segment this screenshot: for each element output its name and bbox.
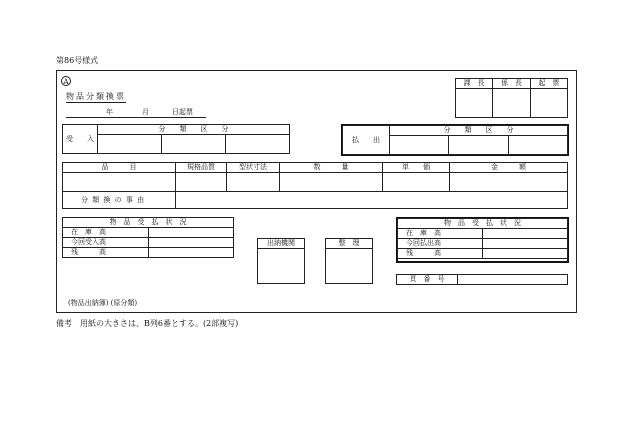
page-number-table xyxy=(396,274,568,285)
approval-col-head: 課 長 xyxy=(456,79,493,89)
items-head-qty: 数 量 xyxy=(280,163,383,173)
receive-label: 受 入 xyxy=(63,125,98,154)
reason-label: 分 類 換 の 事 由 xyxy=(63,192,176,209)
form-title: 物品分類換票 xyxy=(66,92,126,101)
payout-classification-header: 分 類 区 分 xyxy=(390,126,568,136)
items-cell[interactable] xyxy=(280,173,383,192)
note: 備考 用紙の大きさは、B列6番とする。(2部複写) xyxy=(56,319,239,328)
approval-table xyxy=(455,78,568,118)
items-head-spec: 規格品質 xyxy=(176,163,227,173)
approval-col-head: 起 票 xyxy=(530,79,567,89)
payout-label: 払 出 xyxy=(343,126,390,155)
payout-class-cell[interactable] xyxy=(508,136,567,155)
receive-class-cell[interactable] xyxy=(226,135,290,154)
items-head-amount: 金 額 xyxy=(450,163,568,173)
date-year: 年 xyxy=(106,108,113,116)
receive-class-cell[interactable] xyxy=(98,135,162,154)
date-line xyxy=(66,108,206,118)
items-head-name: 品 目 xyxy=(63,163,176,173)
form-number: 第86号様式 xyxy=(56,56,99,65)
items-head-shape: 型状寸法 xyxy=(227,163,280,173)
right-status-title: 物 品 受 払 状 況 xyxy=(398,219,568,229)
items-cell[interactable] xyxy=(450,173,568,192)
right-status-row-label: 残 高 xyxy=(398,249,483,259)
receive-classification-header: 分 類 区 分 xyxy=(98,125,290,135)
right-status-table xyxy=(397,218,568,259)
items-head-unit: 単 価 xyxy=(383,163,450,173)
approval-stamp-cell[interactable] xyxy=(493,89,530,118)
items-cell[interactable] xyxy=(63,173,176,192)
cashier-stamp[interactable] xyxy=(258,249,305,284)
date-day: 日起票 xyxy=(172,108,193,116)
approval-stamp-cell[interactable] xyxy=(530,89,567,118)
left-status-title: 物 品 受 払 状 況 xyxy=(63,218,234,228)
left-status-row-label: 今回受入高 xyxy=(63,238,149,248)
arrange-label: 整 理 xyxy=(326,239,373,249)
items-cell[interactable] xyxy=(176,173,227,192)
right-status-value[interactable] xyxy=(483,239,568,249)
cashier-box xyxy=(257,238,305,284)
approval-stamp-cell[interactable] xyxy=(456,89,493,118)
right-status-row-label: 今回払出高 xyxy=(398,239,483,249)
footer-left-label: (物品出納簿) (原分類) xyxy=(68,299,138,307)
items-cell[interactable] xyxy=(227,173,280,192)
approval-col-head: 係 長 xyxy=(493,79,530,89)
arrange-box xyxy=(325,238,373,284)
cashier-label: 出納機関 xyxy=(258,239,305,249)
arrange-stamp[interactable] xyxy=(326,249,373,284)
date-month: 月 xyxy=(142,108,149,116)
left-status-value[interactable] xyxy=(148,248,234,258)
receive-class-cell[interactable] xyxy=(162,135,226,154)
reason-field[interactable] xyxy=(176,192,568,209)
left-status-table xyxy=(62,217,234,258)
right-status-row-label: 在 庫 高 xyxy=(398,229,483,239)
left-status-value[interactable] xyxy=(148,238,234,248)
payout-class-cell[interactable] xyxy=(449,136,508,155)
receive-table xyxy=(62,124,290,154)
payout-class-cell[interactable] xyxy=(390,136,449,155)
left-status-row-label: 在 庫 高 xyxy=(63,228,149,238)
right-status-value[interactable] xyxy=(483,229,568,239)
right-status-value[interactable] xyxy=(483,249,568,259)
left-status-row-label: 残 高 xyxy=(63,248,149,258)
page-number-label: 頁 番 号 xyxy=(397,275,458,285)
payout-table xyxy=(342,125,568,155)
page-number-field[interactable] xyxy=(458,275,568,285)
circle-mark xyxy=(61,76,71,86)
items-cell[interactable] xyxy=(383,173,450,192)
items-table xyxy=(62,162,568,209)
circle-mark-letter: A xyxy=(63,78,69,86)
left-status-value[interactable] xyxy=(148,228,234,238)
